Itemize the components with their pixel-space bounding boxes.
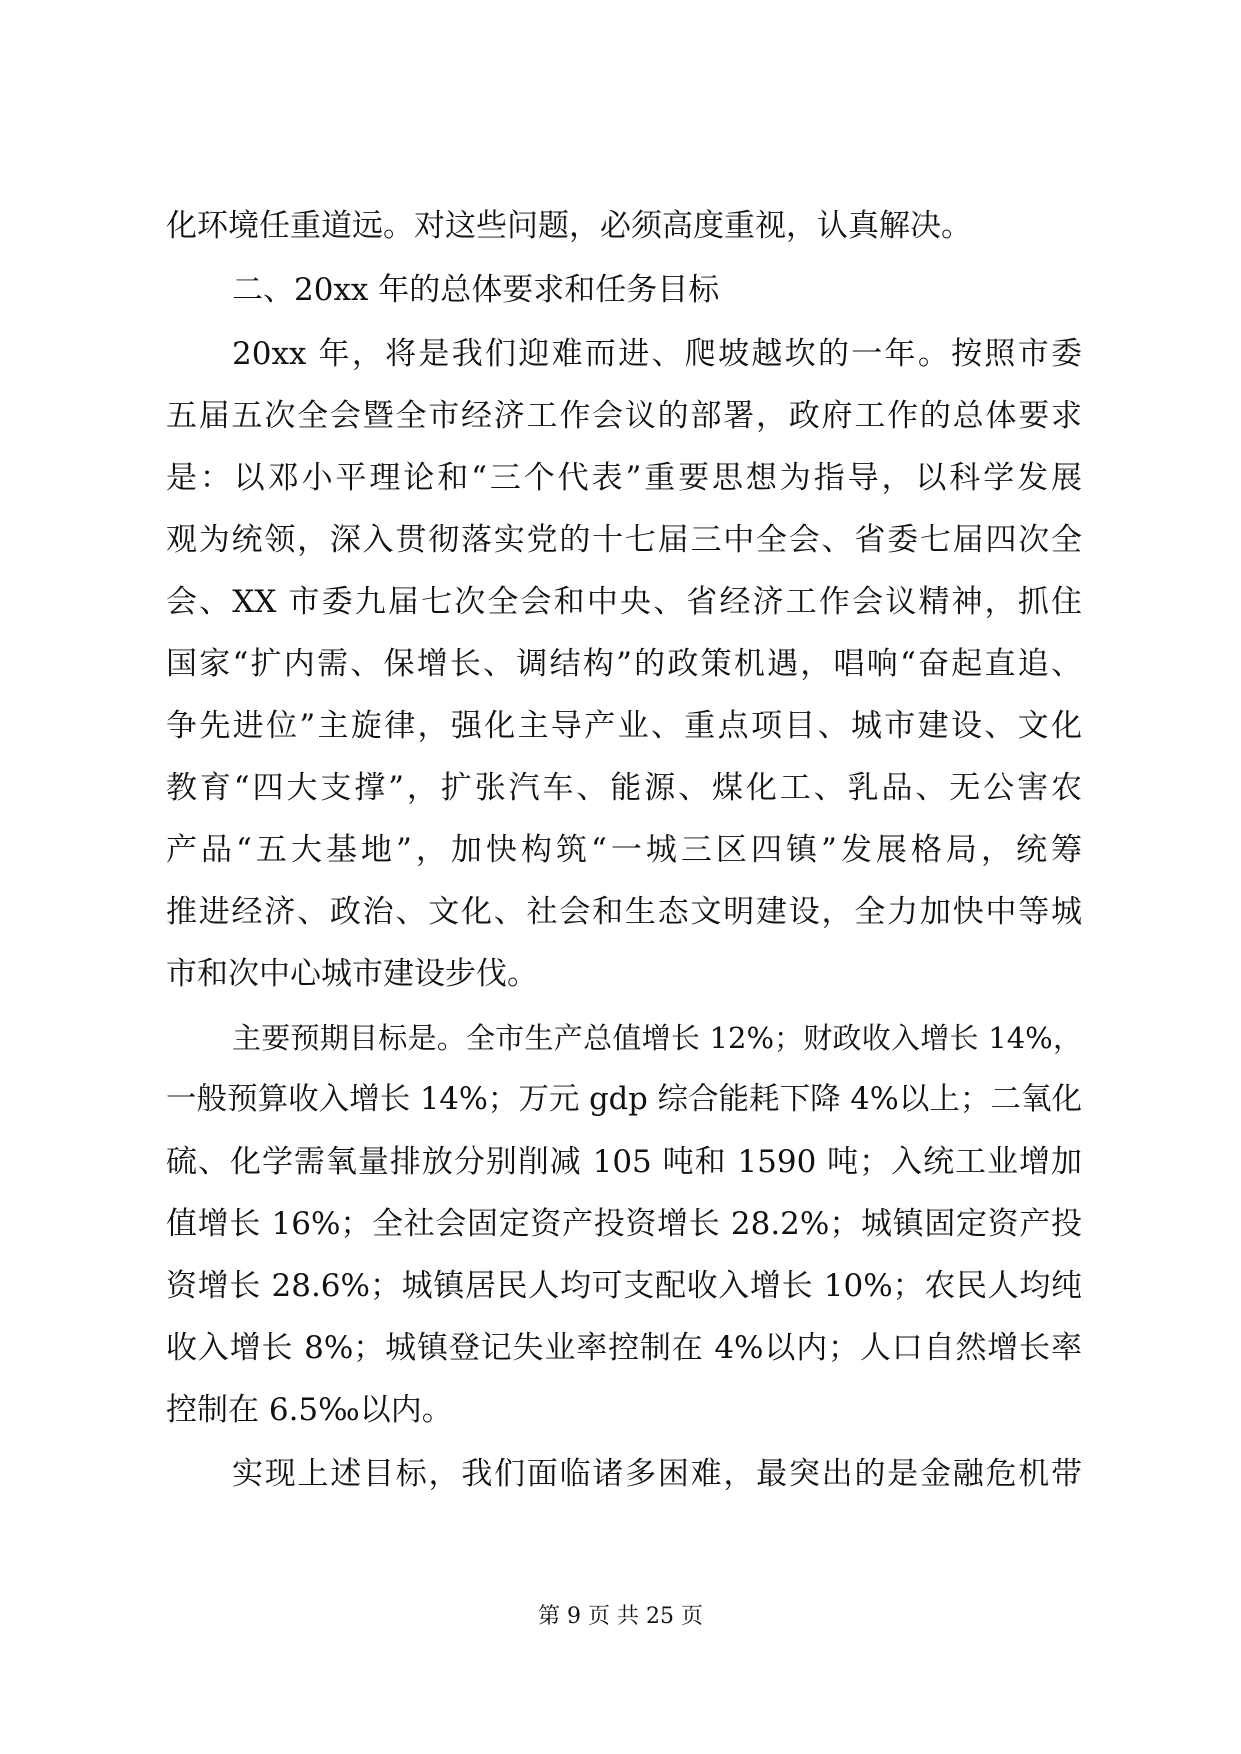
text-line: 主要预期目标是。全市生产总值增长 12%；财政收入增长 14%，: [232, 1021, 1082, 1055]
text-line: 五届五次全会暨全市经济工作会议的部署，政府工作的总体要求: [166, 398, 1082, 434]
text-line: 会、XX 市委九届七次全会和中央、省经济工作会议精神，抓住: [166, 584, 1082, 620]
text-line: 观为统领，深入贯彻落实党的十七届三中全会、省委七届四次全: [166, 522, 1082, 558]
text-line: 是：以邓小平理论和“三个代表”重要思想为指导，以科学发展: [166, 460, 1082, 496]
text-line: 收入增长 8%；城镇登记失业率控制在 4%以内；人口自然增长率: [166, 1330, 1082, 1366]
text-line: 值增长 16%；全社会固定资产投资增长 28.2%；城镇固定资产投: [166, 1206, 1082, 1242]
text-line: 硫、化学需氧量排放分别削减 105 吨和 1590 吨；入统工业增加: [166, 1144, 1082, 1180]
text-line: 教育“四大支撑”，扩张汽车、能源、煤化工、乳品、无公害农: [166, 770, 1082, 806]
text-line: 资增长 28.6%；城镇居民人均可支配收入增长 10%；农民人均纯: [166, 1268, 1082, 1304]
text-line: 控制在 6.5‰以内。: [166, 1392, 453, 1428]
text-line: 争先进位”主旋律，强化主导产业、重点项目、城市建设、文化: [166, 708, 1082, 744]
text-line: 产品“五大基地”，加快构筑“一城三区四镇”发展格局，统筹: [166, 832, 1082, 868]
text-line: 20xx 年，将是我们迎难而进、爬坡越坎的一年。按照市委: [232, 336, 1082, 372]
text-line: 一般预算收入增长 14%；万元 gdp 综合能耗下降 4%以上；二氧化: [166, 1082, 1082, 1117]
text-line: 化环境任重道远。对这些问题，必须高度重视，认真解决。: [166, 208, 972, 244]
text-line: 市和次中心城市建设步伐。: [166, 956, 538, 992]
section-heading: 二、20xx 年的总体要求和任务目标: [232, 272, 720, 308]
page-number-footer: 第 9 页 共 25 页: [538, 1604, 703, 1629]
text-line: 国家“扩内需、保增长、调结构”的政策机遇，唱响“奋起直追、: [166, 646, 1082, 682]
text-line: 推进经济、政治、文化、社会和生态文明建设，全力加快中等城: [166, 894, 1082, 930]
text-line: 实现上述目标，我们面临诸多困难，最突出的是金融危机带: [232, 1456, 1082, 1492]
